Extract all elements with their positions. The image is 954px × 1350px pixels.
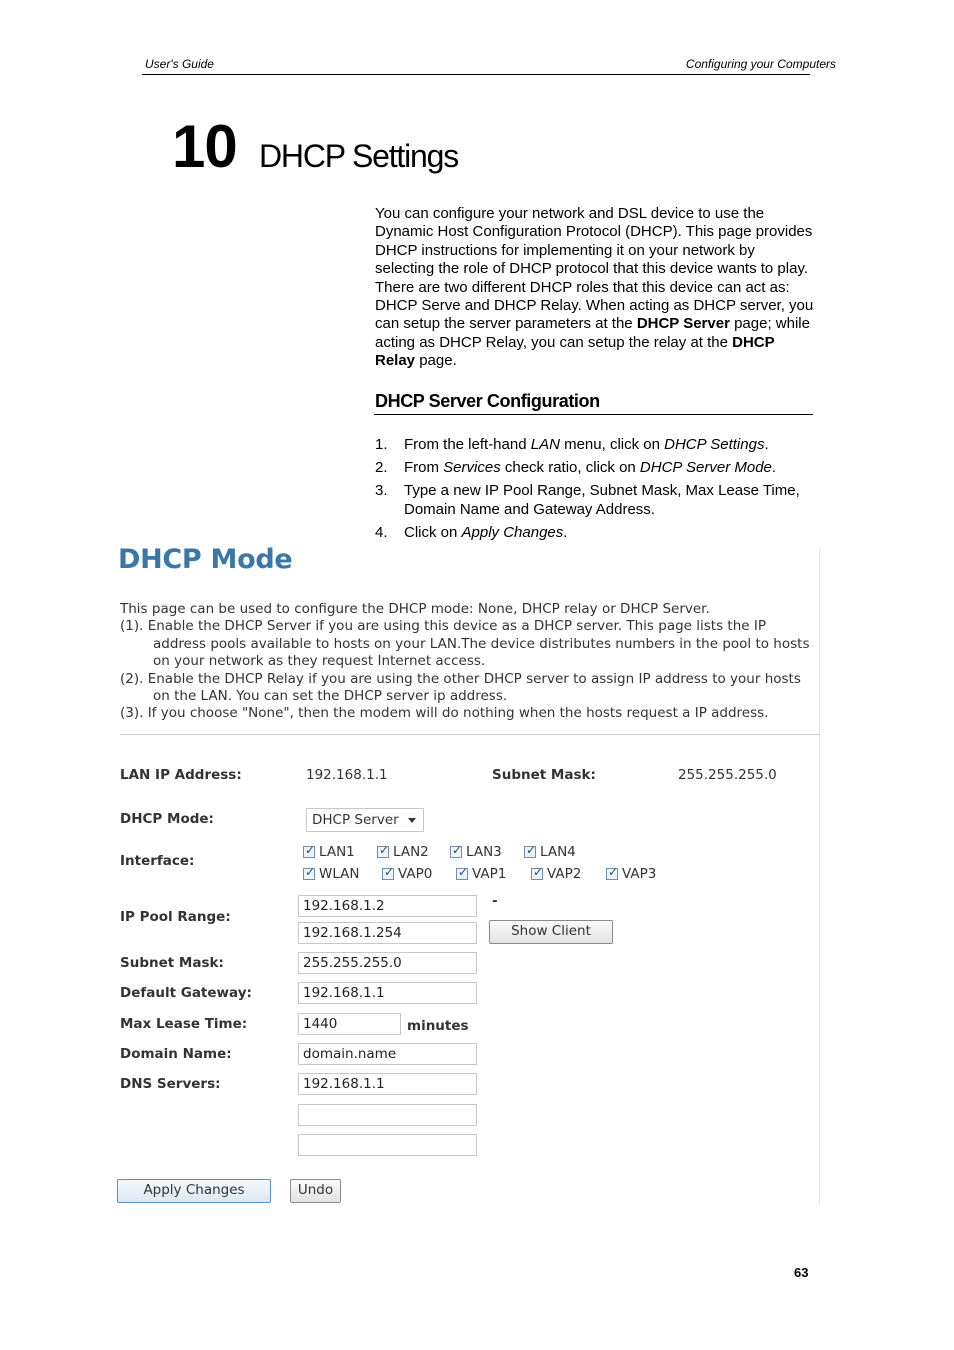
chapter-title: DHCP Settings	[259, 138, 459, 174]
chapter-number: 10	[172, 113, 237, 180]
dhcp-mode-label: DHCP Mode:	[120, 811, 214, 827]
subnet-mask-label: Subnet Mask:	[120, 955, 224, 971]
checkbox-icon	[303, 846, 315, 858]
desc-line: This page can be used to configure the DHCP mode: None, DHCP relay or DHCP Server.	[120, 601, 710, 617]
pool-start-input[interactable]: 192.168.1.2	[298, 895, 477, 917]
section-rule	[374, 414, 813, 415]
dns2-input[interactable]	[298, 1104, 477, 1126]
checkbox-icon	[450, 846, 462, 858]
panel-title: DHCP Mode	[118, 544, 293, 575]
chevron-down-icon	[408, 818, 416, 823]
list-item: 3. Type a new IP Pool Range, Subnet Mask, Max Lease Time, Domain Name and Gateway Address.	[375, 482, 800, 518]
desc-line: (1). Enable the DHCP Server if you are using this device as a DHCP server. This page lists the IP address pools available to hosts on your LAN.The device distributes numbers in the pool to hosts on your network as they request Internet access.	[120, 618, 810, 670]
apply-changes-button[interactable]: Apply Changes	[117, 1179, 271, 1203]
lan-ip-label: LAN IP Address:	[120, 767, 242, 783]
domain-input[interactable]: domain.name	[298, 1043, 477, 1065]
checkbox-icon	[382, 868, 394, 880]
show-client-button[interactable]: Show Client	[489, 920, 613, 944]
checkbox-lan1[interactable]: ✓ LAN1	[303, 844, 355, 860]
lease-input[interactable]: 1440	[298, 1013, 401, 1035]
list-item: 4. Click on Apply Changes.	[375, 524, 568, 541]
gateway-input[interactable]: 192.168.1.1	[298, 982, 477, 1004]
dhcp-mode-select[interactable]	[306, 808, 424, 832]
dhcp-mode-value: DHCP Server	[312, 812, 399, 828]
panel-separator	[120, 734, 820, 735]
panel-description	[120, 601, 820, 723]
checkbox-vap0[interactable]: ✓ VAP0	[382, 866, 432, 882]
checkbox-vap1[interactable]: ✓ VAP1	[456, 866, 506, 882]
subnet-value: 255.255.255.0	[678, 767, 777, 783]
checkbox-lan2[interactable]: ✓ LAN2	[377, 844, 429, 860]
intro-paragraph: You can configure your network and DSL device to use the Dynamic Host Configuration Protocol (DHCP). This page provides DHCP instructions for implementing it on your network by selecting the role of DHCP protocol that this device wants to play. There are two different DHCP roles that this device can act as: DHCP Serve and DHCP Relay. When acting as DHCP server, you can setup the server parameters at the DHCP Server page; while acting as DHCP Relay, you can setup the relay at the DHCP Relay page.	[375, 205, 814, 370]
list-item: 1. From the left-hand LAN menu, click on DHCP Settings.	[375, 436, 769, 453]
lease-unit: minutes	[407, 1018, 469, 1034]
checkbox-icon	[456, 868, 468, 880]
lan-ip-value: 192.168.1.1	[306, 767, 388, 783]
dns3-input[interactable]	[298, 1134, 477, 1156]
checkbox-vap2[interactable]: ✓ VAP2	[531, 866, 581, 882]
undo-button[interactable]: Undo	[290, 1179, 341, 1203]
checkbox-icon	[531, 868, 543, 880]
subnet-label: Subnet Mask:	[492, 767, 596, 783]
desc-line: (2). Enable the DHCP Relay if you are using the other DHCP server to assign IP address to your hosts on the LAN. You can set the DHCP server ip address.	[120, 670, 801, 705]
checkbox-vap3[interactable]: ✓ VAP3	[606, 866, 656, 882]
interface-label: Interface:	[120, 853, 195, 869]
checkbox-lan3[interactable]: ✓ LAN3	[450, 844, 502, 860]
list-item: 2. From Services check ratio, click on DHCP Server Mode.	[375, 459, 777, 476]
desc-line: (3). If you choose "None", then the modem will do nothing when the hosts request a IP address.	[120, 705, 769, 722]
header-left: User's Guide	[145, 57, 214, 71]
subnet-mask-input[interactable]: 255.255.255.0	[298, 952, 477, 974]
checkbox-icon	[377, 846, 389, 858]
checkbox-icon	[524, 846, 536, 858]
steps-list	[375, 435, 825, 546]
header-rule	[142, 74, 810, 75]
page-number: 63	[794, 1265, 809, 1280]
dns-label: DNS Servers:	[120, 1076, 221, 1092]
pool-end-input[interactable]: 192.168.1.254	[298, 922, 477, 944]
lease-label: Max Lease Time:	[120, 1016, 248, 1032]
section-title: DHCP Server Configuration	[375, 391, 600, 411]
checkbox-icon	[303, 868, 315, 880]
dns1-input[interactable]: 192.168.1.1	[298, 1073, 477, 1095]
checkbox-wlan[interactable]: ✓ WLAN	[303, 866, 360, 882]
domain-label: Domain Name:	[120, 1046, 232, 1062]
header-right: Configuring your Computers	[685, 57, 836, 71]
checkbox-lan4[interactable]: ✓ LAN4	[524, 844, 576, 860]
checkbox-icon	[606, 868, 618, 880]
pool-range-label: IP Pool Range:	[120, 909, 231, 925]
pool-range-dash: -	[492, 893, 498, 909]
gateway-label: Default Gateway:	[120, 985, 252, 1001]
